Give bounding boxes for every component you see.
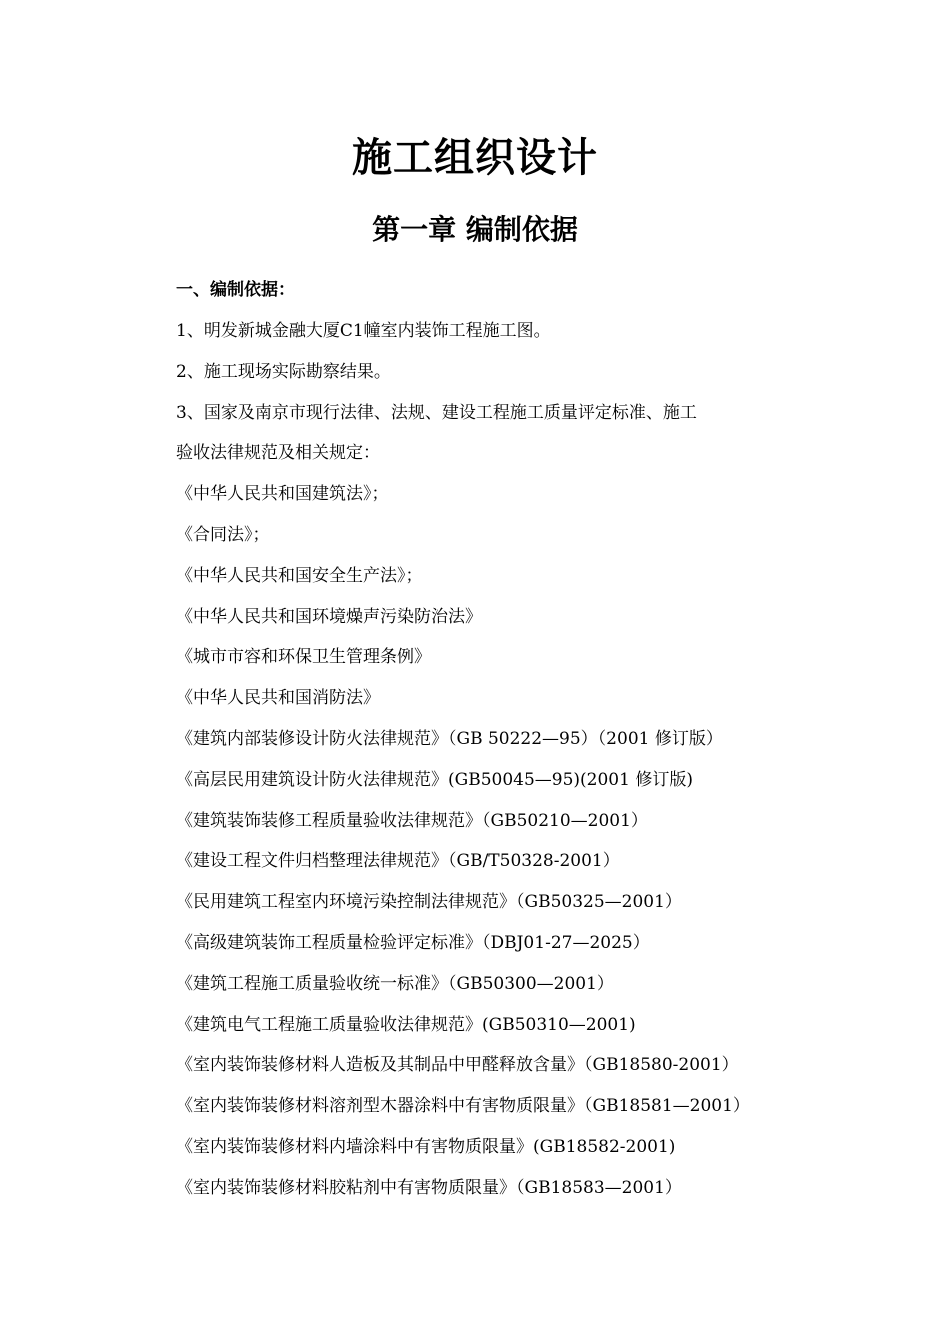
document-title: 施工组织设计 xyxy=(352,134,598,181)
regulation-item: 《民用建筑工程室内环境污染控制法律规范》（GB50325—2001） xyxy=(176,892,682,913)
regulation-item: 《室内装饰装修材料溶剂型木器涂料中有害物质限量》（GB18581—2001） xyxy=(176,1096,750,1117)
regulation-item: 《高层民用建筑设计防火法律规范》(GB50045—95)(2001 修订版) xyxy=(176,769,693,790)
regulation-item: 《中华人民共和国安全生产法》； xyxy=(176,565,423,586)
section-heading: 一、编制依据： xyxy=(176,280,295,300)
regulation-item: 《高级建筑装饰工程质量检验评定标准》（DBJ01-27—2025） xyxy=(176,932,650,953)
regulation-item: 《室内装饰装修材料胶粘剂中有害物质限量》（GB18583—2001） xyxy=(176,1177,682,1198)
regulation-item: 《建筑装饰装修工程质量验收法律规范》（GB50210—2001） xyxy=(176,810,648,831)
regulation-item: 《室内装饰装修材料内墙涂料中有害物质限量》(GB18582-2001) xyxy=(176,1136,676,1157)
body-line: 验收法律规范及相关规定： xyxy=(176,443,380,464)
regulation-item: 《中华人民共和国环境燥声污染防治法》 xyxy=(176,606,482,627)
regulation-item: 《建筑工程施工质量验收统一标准》（GB50300—2001） xyxy=(176,973,614,994)
body-line: 1、明发新城金融大厦C1幢室内装饰工程施工图。 xyxy=(176,321,551,341)
regulation-item: 《城市市容和环保卫生管理条例》 xyxy=(176,647,431,668)
body-line: 3、国家及南京市现行法律、法规、建设工程施工质量评定标准、施工 xyxy=(176,402,697,423)
regulation-item: 《建设工程文件归档整理法律规范》（GB/T50328-2001） xyxy=(176,851,620,872)
regulation-item: 《中华人民共和国消防法》 xyxy=(176,688,380,709)
regulation-item: 《合同法》； xyxy=(176,524,270,545)
chapter-title: 第一章 编制依据 xyxy=(372,213,578,246)
regulation-item: 《建筑内部装修设计防火法律规范》（GB 50222—95）（2001 修订版） xyxy=(176,728,723,749)
body-line: 2、施工现场实际勘察结果。 xyxy=(176,361,391,382)
regulation-item: 《建筑电气工程施工质量验收法律规范》(GB50310—2001) xyxy=(176,1014,636,1035)
body-text xyxy=(176,311,836,1209)
regulation-item: 《室内装饰装修材料人造板及其制品中甲醛释放含量》（GB18580-2001） xyxy=(176,1055,739,1076)
regulation-item: 《中华人民共和国建筑法》； xyxy=(176,484,389,505)
